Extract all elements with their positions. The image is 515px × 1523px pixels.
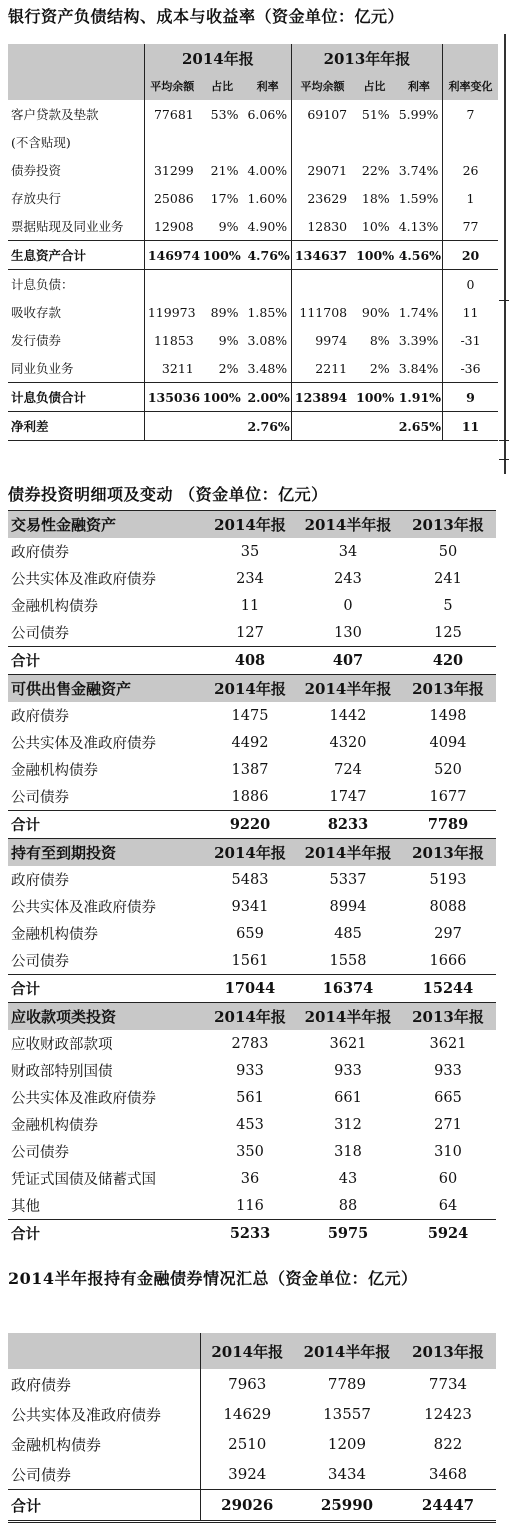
value-cell: 661 [334, 1089, 362, 1106]
column-header: 2014年报 [204, 511, 296, 539]
table1-row [8, 270, 498, 299]
row-label: 同业负业务 [11, 361, 74, 376]
value-cell: 17% [210, 190, 239, 206]
column-header: 利率变化 [443, 72, 498, 100]
value-cell: 5.99% [398, 106, 439, 122]
value-cell: 1561 [231, 952, 269, 969]
value-cell: 36 [240, 1170, 260, 1187]
value-cell: 50 [438, 543, 458, 560]
value-cell: 4.90% [247, 218, 288, 234]
bond-investment-table [8, 510, 496, 1247]
value-cell [396, 128, 443, 156]
value-cell: 3621 [429, 1035, 467, 1052]
value-cell: 146974 [144, 241, 199, 270]
value-cell: 100% [353, 241, 396, 270]
value-cell: 31299 [144, 156, 199, 184]
value-cell: 8233 [296, 811, 400, 839]
value-cell: 22% [361, 162, 390, 178]
value-cell: 5975 [296, 1220, 400, 1248]
section-header-row [8, 1003, 496, 1031]
row-label: 客户贷款及垫款 [11, 107, 99, 122]
table1-row [8, 326, 498, 354]
row-label: 净利差 [8, 412, 144, 441]
value-cell: 3434 [327, 1465, 367, 1483]
table3-title: 2014半年报持有金融债券情况汇总（资金单位：亿元） [8, 1269, 418, 1288]
value-cell: 10% [361, 218, 390, 234]
row-label: 金融机构债券 [11, 927, 98, 943]
row-label: 合计 [8, 1220, 204, 1248]
value-cell: 8088 [429, 898, 467, 915]
value-cell: 241 [434, 570, 462, 587]
section-header-row [8, 511, 496, 539]
table1-row [8, 412, 498, 441]
value-cell: 4.76% [244, 241, 291, 270]
value-cell: 7734 [428, 1375, 468, 1393]
row-label: 其他 [11, 1199, 40, 1215]
table1-row [8, 184, 498, 212]
value-cell: 665 [434, 1089, 462, 1106]
table3-row [8, 1490, 496, 1522]
value-cell: 7789 [327, 1375, 367, 1393]
column-header: 2013年报 [400, 675, 496, 703]
row-label: 政府债券 [11, 873, 69, 889]
table1-title: 银行资产负债结构、成本与收益率（资金单位：亿元） [8, 7, 405, 26]
value-cell: 3468 [428, 1465, 468, 1483]
value-cell: 3924 [200, 1459, 294, 1490]
value-cell: 5233 [204, 1220, 296, 1248]
value-cell: 1666 [429, 952, 467, 969]
column-header: 2014半年报 [296, 1003, 400, 1031]
value-cell: 453 [236, 1116, 264, 1133]
value-cell [291, 128, 353, 156]
row-label: 计息负债： [8, 270, 144, 299]
value-cell: 318 [334, 1143, 362, 1160]
table2-row [8, 1084, 496, 1111]
value-cell: 485 [334, 925, 362, 942]
value-cell: 89% [210, 304, 239, 320]
table2-row [8, 702, 496, 729]
row-label: 债券投资 [11, 163, 62, 178]
value-cell: 350 [236, 1143, 264, 1160]
row-label: 政府债券 [11, 1375, 72, 1394]
table2-title: 债券投资明细项及变动 （资金单位：亿元） [8, 485, 328, 504]
value-cell: 1387 [231, 761, 269, 778]
row-label: 公共实体及准政府债券 [11, 1091, 156, 1107]
value-cell: 5483 [231, 871, 269, 888]
value-cell: 5924 [400, 1220, 496, 1248]
table2-row [8, 947, 496, 975]
value-cell: 34 [338, 543, 358, 560]
value-cell [200, 412, 245, 441]
table2-row [8, 1192, 496, 1220]
table2-row [8, 756, 496, 783]
column-header: 2014半年报 [294, 1333, 400, 1369]
value-cell: 2% [218, 360, 239, 376]
value-cell: 1886 [231, 788, 269, 805]
table1-row [8, 100, 498, 128]
column-header: 2013年报 [400, 1333, 496, 1369]
asset-liability-table [8, 44, 498, 441]
column-header: 2013年报 [400, 839, 496, 867]
column-header: 2014半年报 [296, 675, 400, 703]
value-cell: 5 [443, 597, 453, 614]
row-label: 凭证式国债及储蓄式国 [11, 1172, 156, 1188]
value-cell: 3211 [144, 354, 199, 383]
value-cell: 1.91% [396, 383, 443, 412]
period-header-2013: 2013年年报 [291, 44, 442, 72]
row-label: 金融机构债券 [11, 599, 98, 615]
value-cell: 8994 [329, 898, 367, 915]
value-cell: 21% [210, 162, 239, 178]
value-cell: 7963 [200, 1369, 294, 1399]
row-label: 公司债券 [11, 1465, 72, 1484]
column-header: 2013年报 [400, 1003, 496, 1031]
section-name: 持有至到期投资 [8, 839, 204, 867]
value-cell [443, 128, 498, 156]
value-cell: -36 [443, 354, 498, 383]
value-cell: 11 [443, 412, 498, 441]
margin-tick [499, 459, 509, 460]
value-cell: 407 [296, 647, 400, 675]
row-label: 公共实体及准政府债券 [11, 736, 156, 752]
row-label: 公司债券 [11, 1145, 69, 1161]
value-cell: 5337 [329, 871, 367, 888]
table1-row [8, 354, 498, 383]
column-header: 2014半年报 [296, 839, 400, 867]
value-cell: 130 [334, 624, 362, 641]
value-cell: 1.60% [247, 190, 288, 206]
table1-column-header-row [8, 72, 498, 100]
table2-row [8, 647, 496, 675]
value-cell: 1.74% [398, 304, 439, 320]
value-cell: 9 [443, 383, 498, 412]
value-cell [200, 270, 245, 299]
value-cell: 243 [334, 570, 362, 587]
table2-row [8, 538, 496, 565]
value-cell: 3.48% [247, 360, 288, 376]
value-cell: 1 [443, 184, 498, 212]
value-cell: 4094 [429, 734, 467, 751]
table2-row [8, 1111, 496, 1138]
value-cell: 100% [200, 241, 245, 270]
value-cell: 1677 [429, 788, 467, 805]
column-header: 2014半年报 [296, 511, 400, 539]
table2-row [8, 975, 496, 1003]
value-cell: 3621 [329, 1035, 367, 1052]
column-header: 2013年报 [400, 511, 496, 539]
value-cell: 127 [236, 624, 264, 641]
table1-row [8, 128, 498, 156]
value-cell: 1209 [327, 1435, 367, 1453]
value-cell [144, 412, 199, 441]
row-label: 计息负债合计 [8, 383, 144, 412]
value-cell: 2.65% [396, 412, 443, 441]
value-cell: 13557 [323, 1405, 371, 1423]
value-cell: 12830 [291, 212, 353, 241]
table1-row [8, 383, 498, 412]
value-cell: 123894 [291, 383, 353, 412]
value-cell: -31 [443, 326, 498, 354]
row-label: 公司债券 [11, 954, 69, 970]
value-cell: 26 [443, 156, 498, 184]
bond-holdings-summary-table [8, 1333, 496, 1523]
value-cell: 0 [343, 597, 353, 614]
value-cell [144, 128, 199, 156]
section-name: 应收款项类投资 [8, 1003, 204, 1031]
column-header: 利率 [244, 72, 291, 100]
value-cell: 420 [400, 647, 496, 675]
value-cell: 134637 [291, 241, 353, 270]
margin-tick [499, 300, 509, 301]
table3-row [8, 1399, 496, 1429]
column-header: 占比 [353, 72, 396, 100]
right-border-line [504, 34, 506, 474]
value-cell: 51% [361, 106, 390, 122]
value-cell: 116 [236, 1197, 264, 1214]
value-cell: 77 [443, 212, 498, 241]
value-cell: 60 [438, 1170, 458, 1187]
value-cell: 1498 [429, 707, 467, 724]
value-cell: 7 [443, 100, 498, 128]
table2-row [8, 920, 496, 947]
row-label: 公共实体及准政府债券 [11, 1405, 162, 1424]
value-cell: 111708 [291, 298, 353, 326]
table2-row [8, 1220, 496, 1248]
margin-tick [499, 440, 509, 441]
value-cell: 11853 [144, 326, 199, 354]
value-cell: 2211 [291, 354, 353, 383]
table1-header-blank [443, 44, 498, 72]
row-label: 发行债券 [11, 333, 62, 348]
section-name: 可供出售金融资产 [8, 675, 204, 703]
value-cell: 100% [200, 383, 245, 412]
value-cell: 24447 [400, 1490, 496, 1522]
table1-corner-cell [8, 44, 144, 72]
value-cell: 4.13% [398, 218, 439, 234]
value-cell: 77681 [144, 100, 199, 128]
row-label: 合计 [8, 811, 204, 839]
value-cell: 9974 [291, 326, 353, 354]
value-cell: 2% [369, 360, 390, 376]
value-cell: 2.76% [244, 412, 291, 441]
table3-header-row [8, 1333, 496, 1369]
value-cell: 4.56% [396, 241, 443, 270]
row-label: 合计 [8, 975, 204, 1003]
section-name: 交易性金融资产 [8, 511, 204, 539]
value-cell [396, 270, 443, 299]
row-label: 存放央行 [11, 191, 62, 206]
table2-row [8, 866, 496, 893]
column-header: 平均余额 [144, 72, 199, 100]
value-cell: 20 [443, 241, 498, 270]
value-cell: 312 [334, 1116, 362, 1133]
value-cell: 1558 [329, 952, 367, 969]
value-cell: 23629 [291, 184, 353, 212]
row-label: 合计 [8, 1490, 200, 1522]
value-cell: 9% [218, 332, 239, 348]
value-cell: 35 [240, 543, 260, 560]
table1-row [8, 156, 498, 184]
column-header: 平均余额 [291, 72, 353, 100]
value-cell: 2.00% [244, 383, 291, 412]
value-cell: 9% [218, 218, 239, 234]
value-cell: 297 [434, 925, 462, 942]
table2-row [8, 783, 496, 811]
value-cell: 12423 [424, 1405, 472, 1423]
value-cell: 822 [433, 1435, 463, 1453]
row-label: 公司债券 [11, 626, 69, 642]
value-cell: 25990 [294, 1490, 400, 1522]
row-label: 票据贴现及同业业务 [11, 219, 124, 234]
value-cell: 4320 [329, 734, 367, 751]
value-cell: 1475 [231, 707, 269, 724]
value-cell: 16374 [296, 975, 400, 1003]
table2-row [8, 1165, 496, 1192]
value-cell: 520 [434, 761, 462, 778]
value-cell: 90% [361, 304, 390, 320]
table3-corner-cell [8, 1333, 200, 1369]
table3-row [8, 1369, 496, 1399]
row-label: 生息资产合计 [8, 241, 144, 270]
value-cell: 88 [338, 1197, 358, 1214]
value-cell: 1442 [329, 707, 367, 724]
value-cell [144, 270, 199, 299]
table2-row [8, 1030, 496, 1057]
value-cell: 4.00% [247, 162, 288, 178]
value-cell [291, 412, 353, 441]
row-label: 公司债券 [11, 790, 69, 806]
table1-header-label [8, 72, 144, 100]
value-cell: 8% [369, 332, 390, 348]
value-cell [353, 412, 396, 441]
value-cell: 29071 [291, 156, 353, 184]
value-cell: 119973 [144, 298, 199, 326]
table1-row [8, 298, 498, 326]
value-cell [244, 270, 291, 299]
value-cell: 15244 [400, 975, 496, 1003]
value-cell: 659 [236, 925, 264, 942]
value-cell [244, 128, 291, 156]
column-header: 2014年报 [200, 1333, 294, 1369]
value-cell: 408 [204, 647, 296, 675]
value-cell: 4492 [231, 734, 269, 751]
value-cell: 125 [434, 624, 462, 641]
value-cell: 12908 [144, 212, 199, 241]
value-cell: 310 [434, 1143, 462, 1160]
value-cell: 53% [210, 106, 239, 122]
table2-row [8, 1138, 496, 1165]
column-header: 2014年报 [204, 1003, 296, 1031]
table3-row [8, 1459, 496, 1490]
value-cell [200, 128, 245, 156]
value-cell: 5193 [429, 871, 467, 888]
table2-row [8, 565, 496, 592]
table3-row [8, 1429, 496, 1459]
value-cell: 14629 [200, 1399, 294, 1429]
row-label: 政府债券 [11, 545, 69, 561]
value-cell: 271 [434, 1116, 462, 1133]
value-cell: 18% [361, 190, 390, 206]
value-cell: 3.39% [398, 332, 439, 348]
row-label: 政府债券 [11, 709, 69, 725]
row-label: 金融机构债券 [11, 1118, 98, 1134]
column-header: 2014年报 [204, 839, 296, 867]
table1-row [8, 212, 498, 241]
value-cell: 3.84% [398, 360, 439, 376]
value-cell: 2510 [200, 1429, 294, 1459]
value-cell: 11 [443, 298, 498, 326]
value-cell: 234 [236, 570, 264, 587]
value-cell [291, 270, 353, 299]
table2-row [8, 729, 496, 756]
value-cell [353, 128, 396, 156]
value-cell: 17044 [204, 975, 296, 1003]
value-cell: 1747 [329, 788, 367, 805]
value-cell [353, 270, 396, 299]
table2-row [8, 1057, 496, 1084]
column-header: 占比 [200, 72, 245, 100]
value-cell: 25086 [144, 184, 199, 212]
value-cell: 3.08% [247, 332, 288, 348]
value-cell: 0 [443, 270, 498, 299]
value-cell: 64 [438, 1197, 458, 1214]
value-cell: 29026 [200, 1490, 294, 1522]
row-label: 公共实体及准政府债券 [11, 572, 156, 588]
value-cell: 933 [236, 1062, 264, 1079]
value-cell: 43 [338, 1170, 358, 1187]
value-cell: 933 [334, 1062, 362, 1079]
value-cell: 11 [240, 597, 260, 614]
value-cell: 6.06% [247, 106, 288, 122]
row-label: 金融机构债券 [11, 1435, 102, 1454]
value-cell: 100% [353, 383, 396, 412]
value-cell: 561 [236, 1089, 264, 1106]
value-cell: 1.85% [247, 304, 288, 320]
table2-row [8, 619, 496, 647]
row-label: 金融机构债券 [11, 763, 98, 779]
value-cell: 933 [434, 1062, 462, 1079]
table1-period-header-row [8, 44, 498, 72]
column-header: 2014年报 [204, 675, 296, 703]
value-cell: 2783 [231, 1035, 269, 1052]
row-label: (不含贴现) [11, 135, 71, 150]
table2-row [8, 811, 496, 839]
section-header-row [8, 675, 496, 703]
section-header-row [8, 839, 496, 867]
row-label: 应收财政部款项 [11, 1037, 113, 1053]
value-cell: 7789 [400, 811, 496, 839]
value-cell: 9220 [204, 811, 296, 839]
row-label: 公共实体及准政府债券 [11, 900, 156, 916]
value-cell: 69107 [291, 100, 353, 128]
value-cell: 3.74% [398, 162, 439, 178]
row-label: 财政部特别国债 [11, 1064, 113, 1080]
value-cell: 1.59% [398, 190, 439, 206]
column-header: 利率 [396, 72, 443, 100]
row-label: 合计 [8, 647, 204, 675]
value-cell: 135036 [144, 383, 199, 412]
row-label: 吸收存款 [11, 305, 62, 320]
table1-row [8, 241, 498, 270]
period-header-2014: 2014年报 [144, 44, 291, 72]
table2-row [8, 592, 496, 619]
value-cell: 724 [334, 761, 362, 778]
table2-row [8, 893, 496, 920]
value-cell: 9341 [231, 898, 269, 915]
